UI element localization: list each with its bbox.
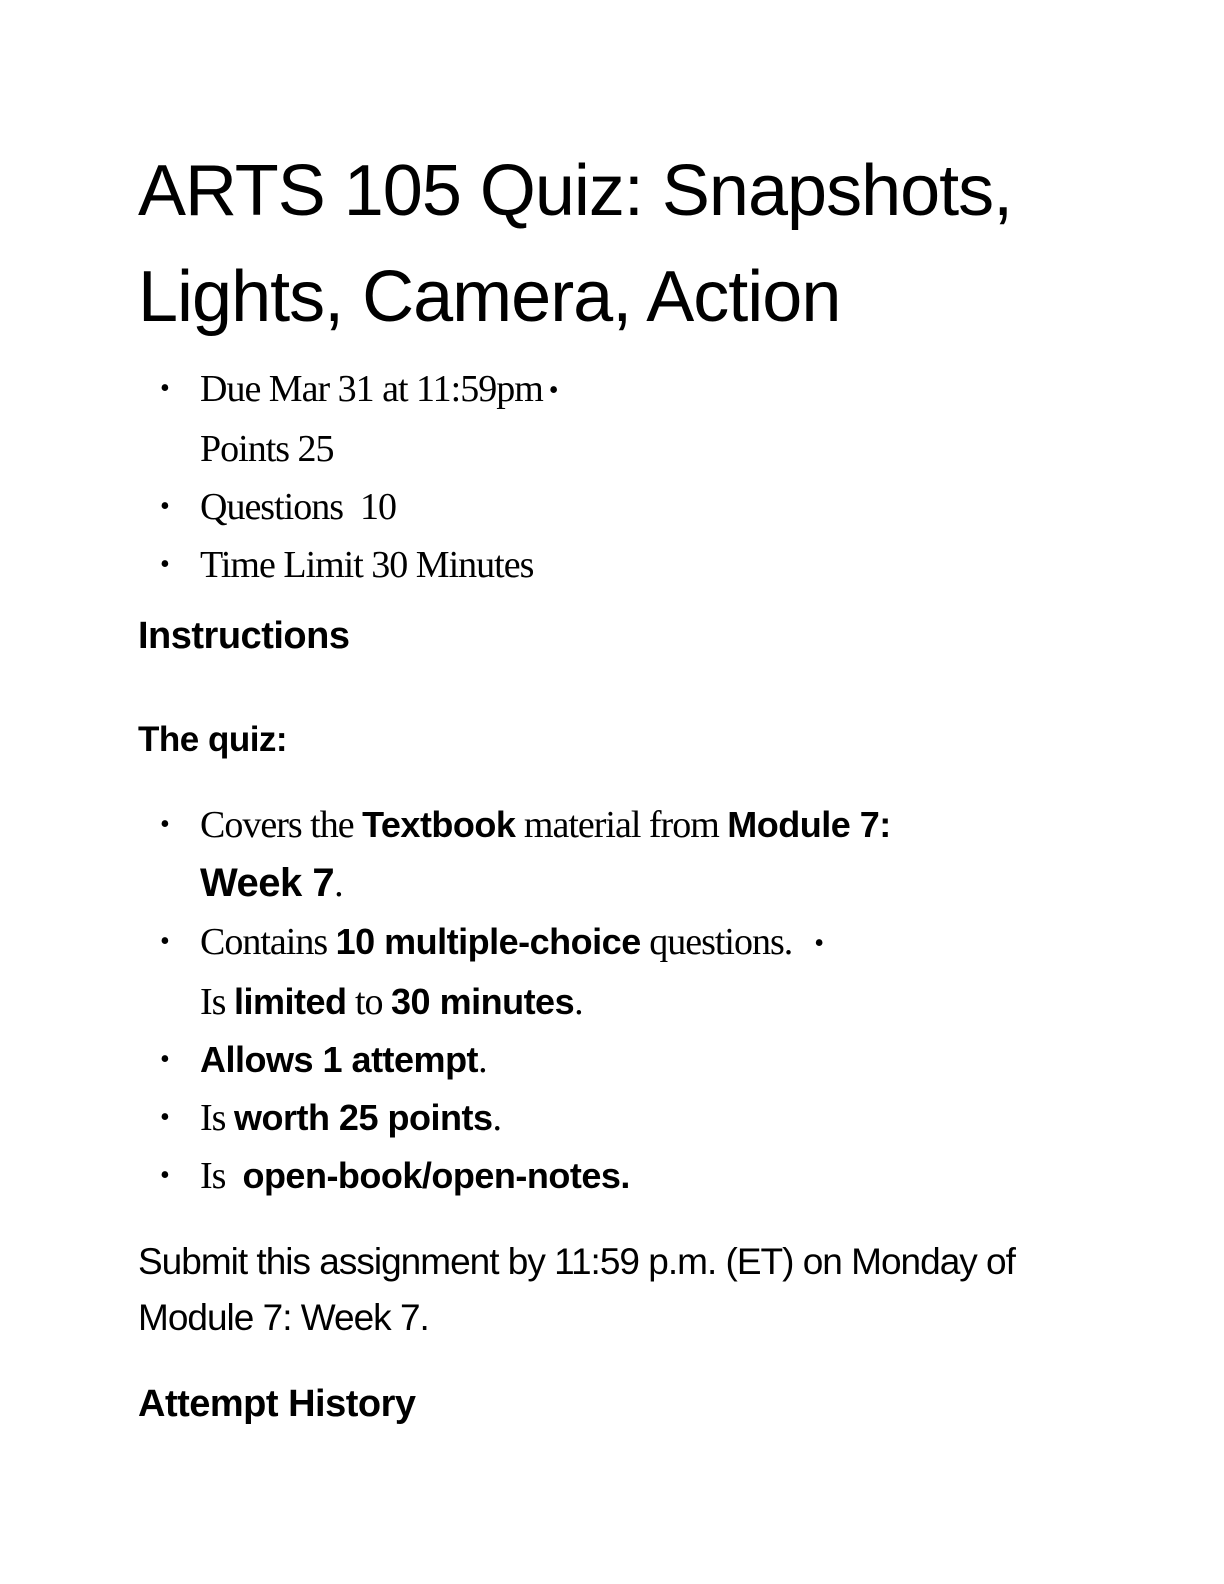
bullet-icon: • <box>160 491 169 522</box>
list-item-time-limit <box>138 536 558 594</box>
bullet-icon: • <box>160 809 169 840</box>
time-limit: Time Limit 30 Minutes <box>200 544 534 586</box>
quiz-subheading: The quiz: <box>138 720 288 759</box>
limited-text-3: . <box>574 981 583 1023</box>
list-item-contains <box>138 913 891 1031</box>
bullet-icon: • <box>160 373 169 404</box>
quiz-details-list <box>138 796 891 1205</box>
contains-text-2: questions. <box>640 921 793 963</box>
covers-text-3: . <box>334 863 343 905</box>
limited-text-2: to <box>346 981 392 1023</box>
allows-bold-attempt: Allows 1 attempt <box>200 1039 479 1080</box>
attempt-history-heading: Attempt History <box>138 1383 416 1425</box>
submit-note: Submit this assignment by 11:59 p.m. (ET) on Monday of Module 7: Week 7. <box>138 1241 1015 1338</box>
instructions-heading: Instructions <box>138 615 350 657</box>
worth-text-1: Is <box>200 1097 234 1139</box>
questions-count: Questions 10 <box>200 486 396 528</box>
limited-text-1: Is <box>200 981 234 1023</box>
covers-bold-module: Module 7: <box>727 804 891 845</box>
bullet-icon: • <box>160 1044 169 1075</box>
bullet-icon: • <box>548 375 558 406</box>
covers-bold-textbook: Textbook <box>362 804 516 845</box>
limited-bold-minutes: 30 minutes <box>391 981 575 1022</box>
bullet-icon: • <box>160 1160 169 1191</box>
bullet-icon: • <box>160 1102 169 1133</box>
list-item-worth <box>138 1089 891 1147</box>
list-item-questions <box>138 478 558 536</box>
bullet-icon: • <box>814 928 824 959</box>
list-item-covers <box>138 796 891 913</box>
bullet-icon: • <box>160 549 169 580</box>
covers-bold-week: Week 7 <box>200 861 335 905</box>
list-item-open-book <box>138 1147 891 1205</box>
worth-bold-points: worth 25 points <box>233 1097 493 1138</box>
covers-text-1: Covers the <box>200 804 363 846</box>
bullet-icon: • <box>160 926 169 957</box>
open-book-text-1: Is <box>200 1155 243 1197</box>
due-date: Due Mar 31 at 11:59pm <box>200 368 543 410</box>
contains-text-1: Contains <box>200 921 336 963</box>
list-item-allows <box>138 1031 891 1089</box>
contains-bold-questions: 10 multiple-choice <box>335 921 641 962</box>
points-value: Points 25 <box>200 428 334 470</box>
list-item-due-points <box>138 360 558 478</box>
open-book-bold: open-book/open-notes. <box>242 1155 630 1196</box>
allows-text-1: . <box>478 1039 487 1081</box>
worth-text-2: . <box>492 1097 501 1139</box>
limited-bold-limited: limited <box>233 981 347 1022</box>
covers-text-2: material from <box>515 804 728 846</box>
quiz-meta-list <box>138 360 558 594</box>
page-title: ARTS 105 Quiz: Snapshots, Lights, Camera, Action <box>138 151 1013 337</box>
